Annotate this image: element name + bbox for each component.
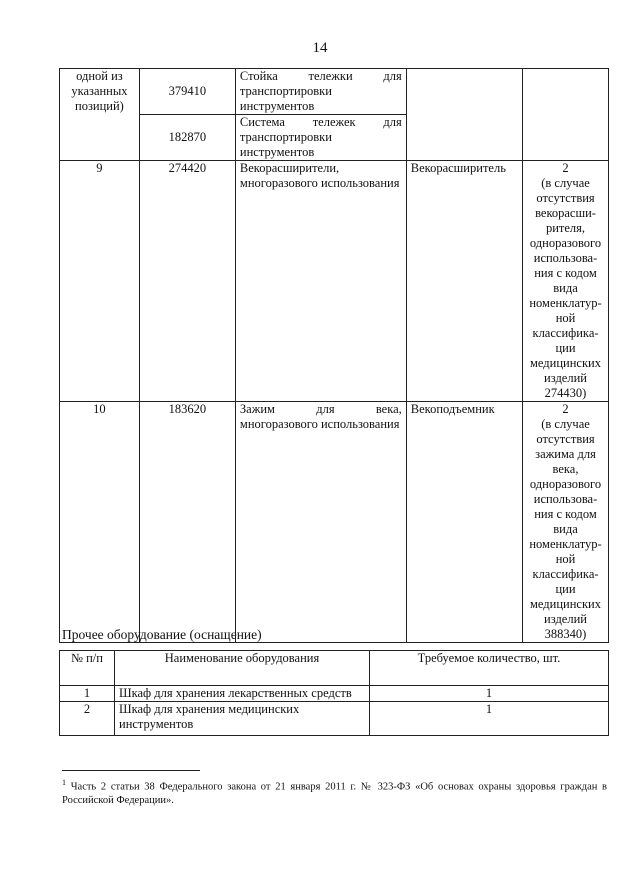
quantity-value: 2: [562, 402, 569, 416]
code-cell: 183620: [139, 402, 235, 643]
alternative-cell: Векорасширитель: [406, 161, 522, 402]
footnote-divider: [62, 770, 200, 771]
alternative-cell: Векоподъемник: [406, 402, 522, 643]
device-name-cell: Векорасширители, многоразового использования: [235, 161, 406, 402]
quantity-note: (в случае отсутствия зажима для века, одноразового использова-ния с кодом вида номенклатур-ной классифика-ции медицинских изделий 388340): [529, 417, 602, 641]
section-title: Прочее оборудование (оснащение): [62, 627, 262, 642]
device-name-cell: Система тележек для транспортировки инструментов: [235, 115, 406, 161]
row-number-cell: одной из указанных позиций): [60, 69, 140, 161]
table-row: [60, 402, 609, 643]
table-header-row: [60, 651, 609, 686]
equipment-name-cell: Шкаф для хранения лекарственных средств: [115, 686, 370, 702]
page-number: 14: [312, 40, 328, 56]
row-number-cell: 9: [60, 161, 140, 402]
row-number-cell: 2: [60, 702, 115, 736]
code-cell: 274420: [139, 161, 235, 402]
header-name: Наименование оборудования: [115, 651, 370, 686]
quantity-cell: 1: [370, 702, 609, 736]
row-number-cell: 1: [60, 686, 115, 702]
table-row: [60, 686, 609, 702]
quantity-cell: [523, 69, 609, 161]
table-row: [60, 161, 609, 402]
table-row: [60, 702, 609, 736]
quantity-cell: [523, 161, 609, 402]
device-name-cell: Стойка тележки для транспортировки инструментов: [235, 69, 406, 115]
code-cell: 379410: [139, 69, 235, 115]
equipment-name-cell: Шкаф для хранения медицинских инструментов: [115, 702, 370, 736]
alternative-cell: [406, 69, 522, 161]
device-name-cell: Зажим для века, многоразового использования: [235, 402, 406, 643]
footnote-marker: 1: [62, 778, 66, 787]
header-quantity: Требуемое количество, шт.: [370, 651, 609, 686]
quantity-value: 2: [562, 161, 569, 175]
quantity-cell: [523, 402, 609, 643]
quantity-note: (в случае отсутствия векорасши-рителя, одноразового использова-ния с кодом вида номенклатур-ной классифика-ции медицинских изделий 274430): [529, 176, 602, 400]
equipment-table: [59, 650, 609, 736]
code-cell: 182870: [139, 115, 235, 161]
header-number: № п/п: [60, 651, 115, 686]
footnote: [62, 776, 607, 807]
table-row: [60, 69, 609, 115]
quantity-cell: 1: [370, 686, 609, 702]
row-number-cell: 10: [60, 402, 140, 643]
devices-table: [59, 68, 609, 643]
footnote-text: Часть 2 статьи 38 Федерального закона от 21 января 2011 г. № 323-ФЗ «Об основах охраны здоровья граждан в Российской Федерации».: [62, 781, 608, 806]
